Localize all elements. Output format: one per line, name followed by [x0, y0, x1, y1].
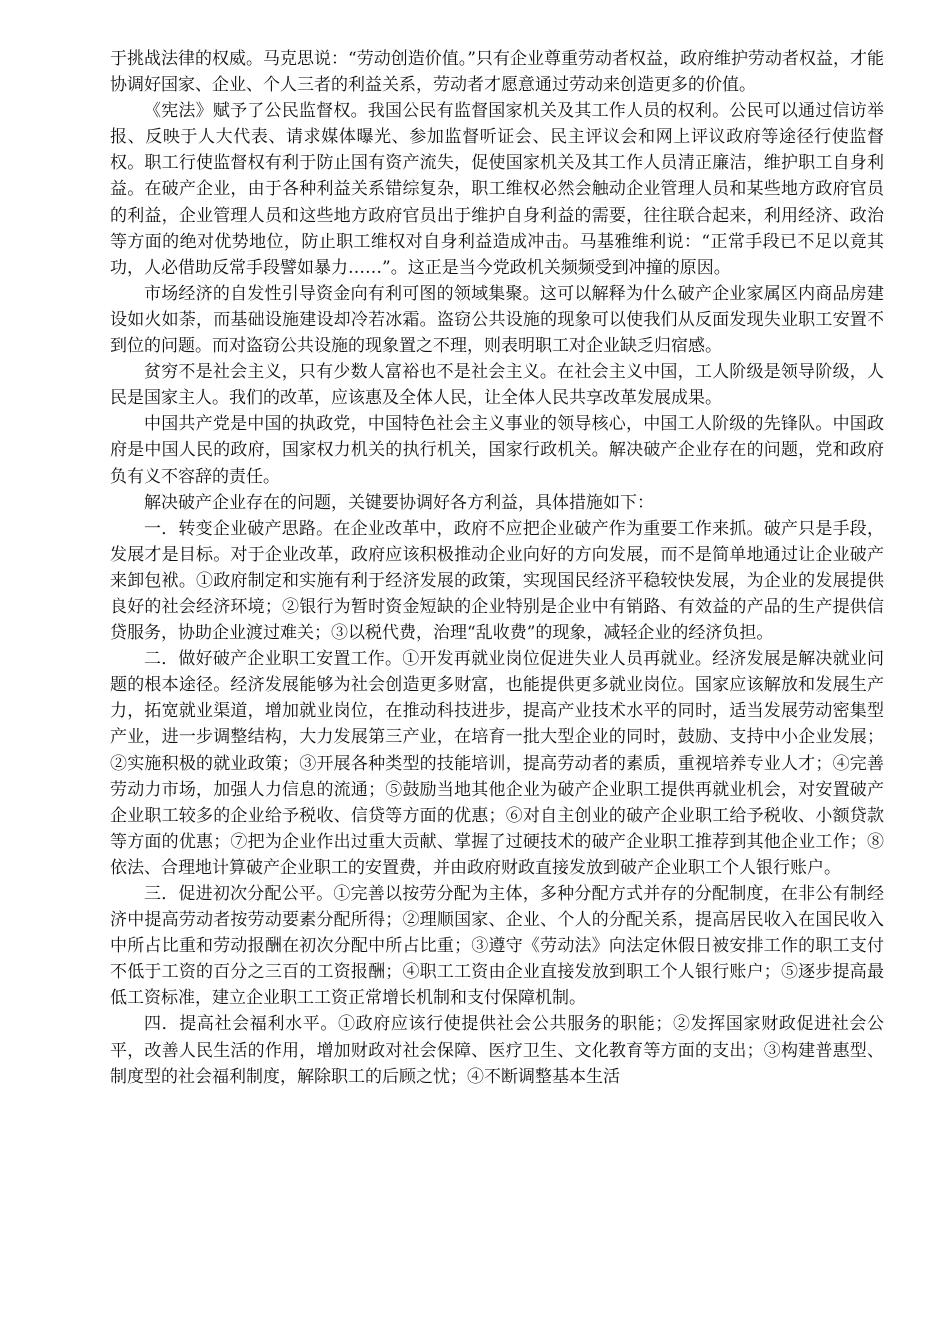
paragraph-socialism: 贫穷不是社会主义，只有少数人富裕也不是社会主义。在社会主义中国，工人阶级是领导阶级，人民是国家主人。我们的改革，应该惠及全体人民，让全体人民共享改革发展成果。 — [110, 362, 884, 409]
paragraph-supervision-right: 《宪法》赋予了公民监督权。我国公民有监督国家机关及其工作人员的权利。公民可以通过信访举报、反映于人大代表、请求媒体曝光、参加监督听证会、民主评议会和网上评议政府等途径行使监督权。职工行使监督权有利于防止国有资产流失，促使国家机关及其工作人员清正廉洁，维护职工自身利益。在破产企业，由于各种利益关系错综复杂，职工维权必然会触动企业管理人员和某些地方政府官员的利益，企业管理人员和这些地方政府官员出于维护自身利益的需要，往往联合起来，利用经济、政治等方面的绝对优势地位，防止职工维权对自身利益造成冲击。马基雅维利说：“正常手段已不足以竟其功，人必借助反常手段譬如暴力……”。这正是当今党政机关频频受到冲撞的原因。 — [110, 101, 884, 278]
paragraph-measure-3: 三．促进初次分配公平。①完善以按劳分配为主体，多种分配方式并存的分配制度，在非公有制经济中提高劳动者按劳动要素分配所得；②理顺国家、企业、个人的分配关系，提高居民收入在国民收入中所占比重和劳动报酬在初次分配中所占比重；③遵守《劳动法》向法定休假日被安排工作的职工支付不低于工资的百分之三百的工资报酬；④职工工资由企业直接发放到职工个人银行账户；⑤逐步提高最低工资标准，建立企业职工工资正常增长机制和支付保障机制。 — [110, 884, 884, 1009]
paragraph-measure-2: 二．做好破产企业职工安置工作。①开发再就业岗位促进失业人员再就业。经济发展是解决就业问题的根本途径。经济发展能够为社会创造更多财富，也能提供更多就业岗位。国家应该解放和发展生产力，拓宽就业渠道，增加就业岗位，在推动科技进步，提高产业技术水平的同时，适当发展劳动密集型产业，进一步调整结构，大力发展第三产业，在培育一批大型企业的同时，鼓励、支持中小企业发展；②实施积极的就业政策；③开展各种类型的技能培训，提高劳动者的素质，重视培养专业人才；④完善劳动力市场，加强人力信息的流通；⑤鼓励当地其他企业为破产企业职工提供再就业机会，对安置破产企业职工较多的企业给予税收、信贷等方面的优惠；⑥对自主创业的破产企业职工给予税收、小额贷款等方面的优惠；⑦把为企业作出过重大贡献、掌握了过硬技术的破产企业职工推荐到其他企业工作；⑧依法、合理地计算破产企业职工的安置费，并由政府财政直接发放到破产企业职工个人银行账户。 — [110, 649, 884, 878]
paragraph-continued: 于挑战法律的权威。马克思说：“劳动创造价值。”只有企业尊重劳动者权益，政府维护劳动者权益，才能协调好国家、企业、个人三者的利益关系，劳动者才愿意通过劳动来创造更多的价值。 — [110, 49, 884, 96]
paragraph-communist-party: 中国共产党是中国的执政党，中国特色社会主义事业的领导核心，中国工人阶级的先锋队。中国政府是中国人民的政府，国家权力机关的执行机关，国家行政机关。解决破产企业存在的问题，党和政府负有义不容辞的责任。 — [110, 414, 884, 487]
paragraph-measure-4: 四．提高社会福利水平。①政府应该行使提供社会公共服务的职能；②发挥国家财政促进社会公平，改善人民生活的作用，增加财政对社会保障、医疗卫生、文化教育等方面的支出；③构建普惠型、制度型的社会福利制度，解除职工的后顾之忧；④不断调整基本生活 — [110, 1014, 884, 1087]
paragraph-measures-intro: 解决破产企业存在的问题，关键要协调好各方利益，具体措施如下： — [144, 492, 654, 513]
paragraph-market-economy: 市场经济的自发性引导资金向有利可图的领域集聚。这可以解释为什么破产企业家属区内商品房建设如火如荼，而基础设施建设却冷若冰霜。盗窃公共设施的现象可以使我们从反面发现失业职工安置不到位的问题。而对盗窃公共设施的现象置之不理，则表明职工对企业缺乏归宿感。 — [110, 283, 884, 357]
paragraph-measure-1: 一．转变企业破产思路。在企业改革中，政府不应把企业破产作为重要工作来抓。破产只是手段，发展才是目标。对于企业改革，政府应该积极推动企业向好的方向发展，而不是简单地通过让企业破产来卸包袱。①政府制定和实施有利于经济发展的政策，实现国民经济平稳较快发展，为企业的发展提供良好的社会经济环境；②银行为暂时资金短缺的企业特别是企业中有销路、有效益的产品的生产提供信贷服务，协助企业渡过难关；③以税代费，治理“乱收费”的现象，减轻企业的经济负担。 — [110, 518, 884, 644]
